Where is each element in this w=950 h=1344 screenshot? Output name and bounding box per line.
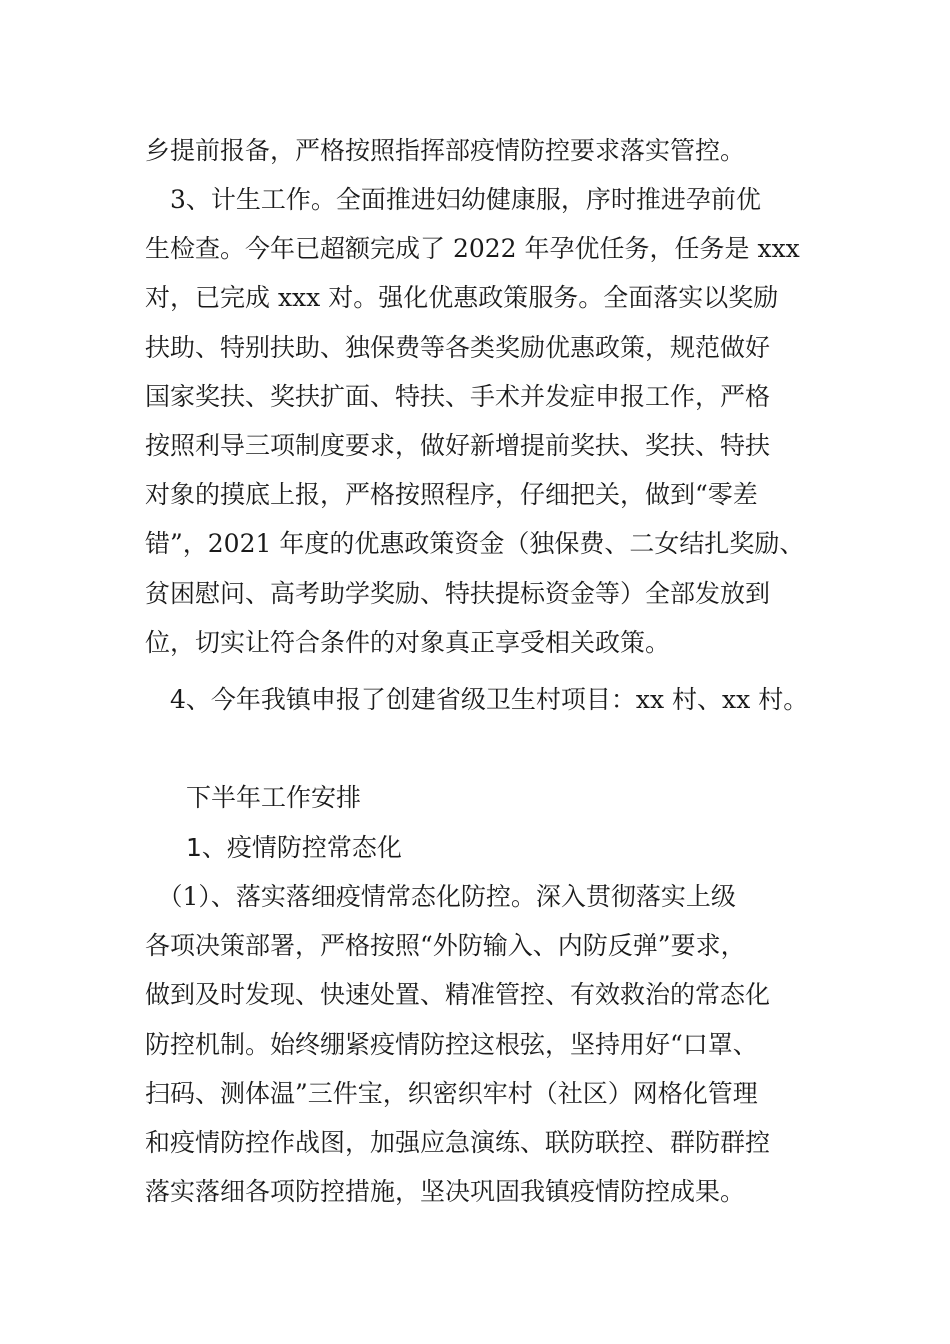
text-line: 错”，2021 年度的优惠政策资金（独保费、二女结扎奖励、 <box>145 529 805 559</box>
text-line: 对，已完成 xxx 对。强化优惠政策服务。全面落实以奖励 <box>145 283 779 313</box>
text-line: 扶助、特别扶助、独保费等各类奖励优惠政策，规范做好 <box>145 332 771 362</box>
text-line: 位，切实让符合条件的对象真正享受相关政策。 <box>145 627 671 657</box>
text-line: 做到及时发现、快速处置、精准管控、有效救治的常态化 <box>145 980 771 1010</box>
section-heading: 下半年工作安排 <box>186 783 362 812</box>
paragraph-sanitary-village <box>145 675 835 724</box>
text-line: 对象的摸底上报，严格按照程序，仔细把关，做到“零差 <box>145 480 758 510</box>
text-line: 乡提前报备，严格按照指挥部疫情防控要求落实管控。 <box>145 136 746 165</box>
sub-heading: 1、疫情防控常态化 <box>186 833 402 862</box>
text-line: 4、今年我镇申报了创建省级卫生村项目：xx 村、xx 村。 <box>145 685 809 714</box>
text-line: 扫码、测体温”三件宝，织密织牢村（社区）网格化管理 <box>145 1078 758 1108</box>
text-line: 生检查。今年已超额完成了 2022 年孕优任务，任务是 xxx <box>145 234 800 264</box>
paragraph-control-measures <box>145 126 835 175</box>
paragraph-family-planning <box>145 175 835 667</box>
text-line: 贫困慰问、高考助学奖励、特扶提标资金等）全部发放到 <box>145 578 771 608</box>
text-line: 落实落细各项防控措施，坚决巩固我镇疫情防控成果。 <box>145 1177 746 1207</box>
text-line: 按照利导三项制度要求，做好新增提前奖扶、奖扶、特扶 <box>145 430 771 460</box>
text-line: 各项决策部署，严格按照“外防输入、内防反弹”要求， <box>145 931 746 961</box>
text-line: 国家奖扶、奖扶扩面、特扶、手术并发症申报工作，严格 <box>145 381 771 411</box>
text-line: 防控机制。始终绷紧疫情防控这根弦，坚持用好“口罩、 <box>145 1029 758 1059</box>
text-line: （1）、落实落细疫情常态化防控。深入贯彻落实上级 <box>145 882 736 911</box>
text-line: 3、计生工作。全面推进妇幼健康服，序时推进孕前优 <box>145 185 761 214</box>
text-line: 和疫情防控作战图，加强应急演练、联防联控、群防群控 <box>145 1127 771 1157</box>
paragraph-epidemic-prevention <box>145 872 835 1216</box>
